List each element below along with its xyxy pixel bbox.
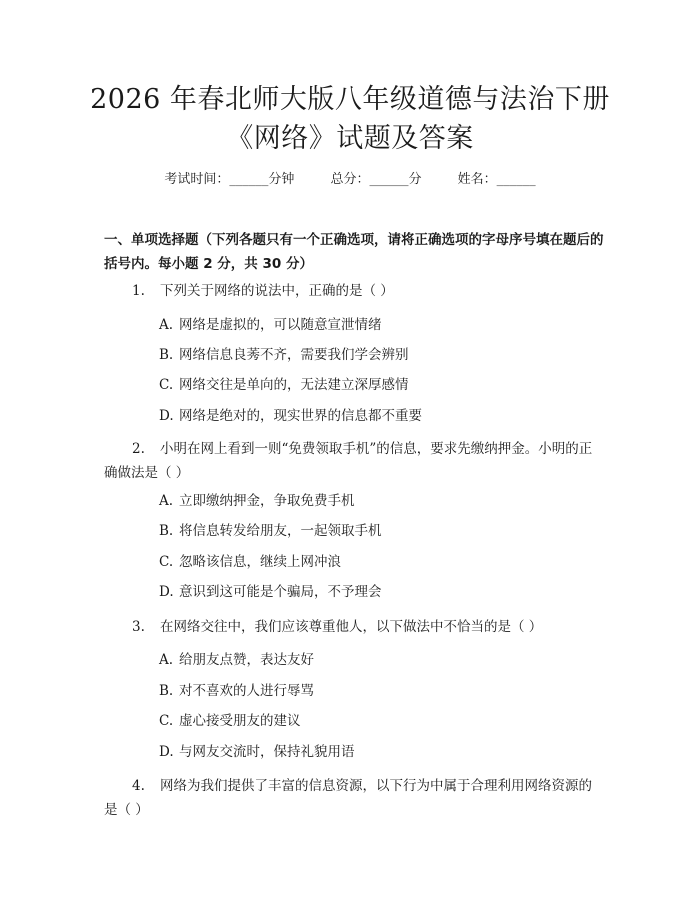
exam-meta [0,168,700,187]
question-text: 下列关于网络的说法中，正确的是（ ） [160,283,394,299]
question-2-option-d [159,580,382,604]
question-text: 小明在网上看到一则“免费领取手机”的信息，要求先缴纳押金。小明的正确做法是（ ） [104,441,593,481]
option-text: 网络交往是单向的，无法建立深厚感情 [179,377,409,393]
option-text: 将信息转发给朋友，一起领取手机 [179,523,382,539]
question-4 [104,774,604,822]
question-2-option-b [159,519,382,543]
question-1-option-a [159,313,382,337]
question-2-option-a [159,489,355,513]
question-number: 2. [132,441,145,457]
question-3-option-b [159,679,314,703]
question-3-option-c [159,709,301,733]
question-3-option-a [159,648,314,672]
page-subtitle: 《网络》试题及答案 [226,123,474,154]
option-letter: C. [159,554,174,570]
question-1-option-d [159,404,422,428]
page-title: 2026 年春北师大版八年级道德与法治下册 [90,84,610,115]
question-text: 在网络交往中，我们应该尊重他人，以下做法中不恰当的是（ ） [160,619,543,635]
question-number: 3. [132,619,145,635]
option-letter: A. [159,652,174,668]
option-text: 网络是虚拟的，可以随意宣泄情绪 [179,317,382,333]
option-letter: C. [159,377,174,393]
option-text: 忽略该信息，继续上网冲浪 [179,554,341,570]
question-2 [104,437,604,485]
option-text: 网络信息良莠不齐，需要我们学会辨别 [179,347,409,363]
question-3-option-d [159,740,355,764]
option-text: 虚心接受朋友的建议 [179,713,301,729]
question-1-option-c [159,373,409,397]
option-letter: A. [159,493,174,509]
option-letter: D. [159,584,174,600]
option-text: 与网友交流时，保持礼貌用语 [179,744,355,760]
option-letter: D. [159,744,174,760]
total-score-field: 总分：______分 [330,172,422,187]
section-heading: 一、单项选择题（下列各题只有一个正确选项，请将正确选项的字母序号填在题后的括号内。每小题 2 分，共 30 分） [104,232,604,272]
option-letter: D. [159,408,174,424]
question-1-option-b [159,343,409,367]
student-name-field: 姓名：______ [457,172,536,187]
option-letter: A. [159,317,174,333]
option-text: 立即缴纳押金，争取免费手机 [179,493,355,509]
question-3 [132,615,542,639]
option-text: 给朋友点赞，表达友好 [179,652,314,668]
exam-time-field: 考试时间：______分钟 [164,172,295,187]
question-text: 网络为我们提供了丰富的信息资源，以下行为中属于合理利用网络资源的是（ ） [104,778,592,818]
option-letter: B. [159,523,174,539]
question-number: 4. [132,778,145,794]
question-1 [132,279,394,303]
option-text: 对不喜欢的人进行辱骂 [179,683,314,699]
question-number: 1. [132,283,145,299]
option-letter: B. [159,683,174,699]
option-text: 意识到这可能是个骗局，不予理会 [179,584,382,600]
option-letter: B. [159,347,174,363]
option-letter: C. [159,713,174,729]
option-text: 网络是绝对的，现实世界的信息都不重要 [179,408,422,424]
question-2-option-c [159,550,341,574]
